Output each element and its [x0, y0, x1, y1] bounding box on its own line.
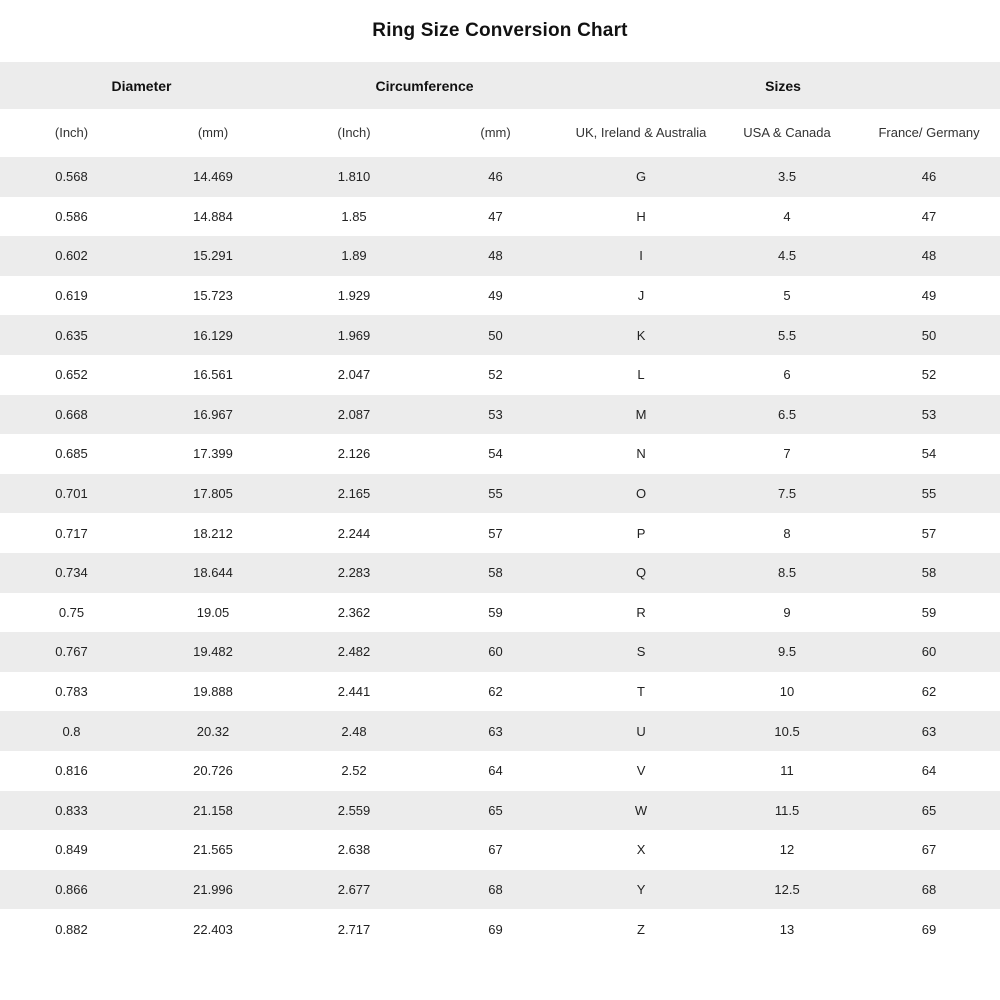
table-cell: 62	[425, 672, 566, 712]
table-cell: 0.568	[0, 157, 143, 197]
table-cell: 0.734	[0, 553, 143, 593]
table-cell: 69	[425, 909, 566, 949]
table-cell: 10.5	[716, 711, 858, 751]
table-cell: 0.849	[0, 830, 143, 870]
table-cell: 63	[425, 711, 566, 751]
table-row	[0, 395, 1000, 435]
table-cell: 59	[425, 593, 566, 633]
table-cell: 15.291	[143, 236, 283, 276]
table-cell: 67	[858, 830, 1000, 870]
table-cell: L	[566, 355, 716, 395]
sub-header-circumference-inch: (Inch)	[283, 109, 425, 157]
table-cell: 0.866	[0, 870, 143, 910]
table-cell: 60	[425, 632, 566, 672]
table-cell: 0.816	[0, 751, 143, 791]
table-cell: M	[566, 395, 716, 435]
sub-header-uk-ireland-australia: UK, Ireland & Australia	[566, 109, 716, 157]
table-cell: Z	[566, 909, 716, 949]
table-cell: Q	[566, 553, 716, 593]
table-cell: K	[566, 315, 716, 355]
table-cell: 2.48	[283, 711, 425, 751]
table-cell: 9	[716, 593, 858, 633]
table-cell: 53	[425, 395, 566, 435]
table-row	[0, 157, 1000, 197]
table-cell: 50	[858, 315, 1000, 355]
table-row	[0, 236, 1000, 276]
table-cell: 19.482	[143, 632, 283, 672]
table-cell: 14.884	[143, 197, 283, 237]
table-cell: 65	[425, 791, 566, 831]
table-cell: V	[566, 751, 716, 791]
table-cell: 18.644	[143, 553, 283, 593]
table-cell: S	[566, 632, 716, 672]
table-row	[0, 909, 1000, 949]
table-cell: T	[566, 672, 716, 712]
table-cell: W	[566, 791, 716, 831]
table-row	[0, 593, 1000, 633]
table-cell: 49	[425, 276, 566, 316]
table-cell: 19.05	[143, 593, 283, 633]
table-row	[0, 513, 1000, 553]
table-cell: 2.638	[283, 830, 425, 870]
table-cell: 68	[858, 870, 1000, 910]
table-cell: 62	[858, 672, 1000, 712]
table-cell: 16.561	[143, 355, 283, 395]
sub-header-circumference-mm: (mm)	[425, 109, 566, 157]
table-cell: 54	[858, 434, 1000, 474]
table-cell: 2.047	[283, 355, 425, 395]
table-cell: 8	[716, 513, 858, 553]
table-cell: 21.158	[143, 791, 283, 831]
table-cell: 4.5	[716, 236, 858, 276]
table-row	[0, 553, 1000, 593]
table-cell: 5.5	[716, 315, 858, 355]
table-cell: 0.586	[0, 197, 143, 237]
table-cell: 60	[858, 632, 1000, 672]
table-cell: 47	[858, 197, 1000, 237]
table-cell: 57	[425, 513, 566, 553]
table-cell: 69	[858, 909, 1000, 949]
sub-header-diameter-mm: (mm)	[143, 109, 283, 157]
table-cell: 5	[716, 276, 858, 316]
table-cell: 67	[425, 830, 566, 870]
table-cell: 46	[425, 157, 566, 197]
ring-size-conversion-table	[0, 62, 1000, 949]
table-cell: 2.677	[283, 870, 425, 910]
table-row	[0, 355, 1000, 395]
table-row	[0, 434, 1000, 474]
table-sub-header-row	[0, 109, 1000, 157]
table-row	[0, 830, 1000, 870]
table-cell: 4	[716, 197, 858, 237]
table-cell: 49	[858, 276, 1000, 316]
table-cell: 22.403	[143, 909, 283, 949]
table-cell: 0.882	[0, 909, 143, 949]
table-cell: 1.929	[283, 276, 425, 316]
table-cell: 20.726	[143, 751, 283, 791]
table-cell: 8.5	[716, 553, 858, 593]
table-cell: 2.482	[283, 632, 425, 672]
table-cell: 7	[716, 434, 858, 474]
table-cell: 0.75	[0, 593, 143, 633]
table-cell: 2.126	[283, 434, 425, 474]
table-cell: 2.441	[283, 672, 425, 712]
table-cell: O	[566, 474, 716, 514]
table-cell: 55	[858, 474, 1000, 514]
table-cell: 47	[425, 197, 566, 237]
table-cell: 17.399	[143, 434, 283, 474]
table-cell: 1.89	[283, 236, 425, 276]
table-body	[0, 157, 1000, 949]
table-row	[0, 197, 1000, 237]
group-header-diameter: Diameter	[111, 77, 172, 94]
table-cell: 58	[858, 553, 1000, 593]
table-cell: 1.85	[283, 197, 425, 237]
table-row	[0, 632, 1000, 672]
sub-header-france-germany: France/ Germany	[858, 109, 1000, 157]
table-cell: U	[566, 711, 716, 751]
table-cell: 18.212	[143, 513, 283, 553]
table-cell: 12	[716, 830, 858, 870]
table-cell: 65	[858, 791, 1000, 831]
table-cell: 64	[858, 751, 1000, 791]
group-header-circumference: Circumference	[375, 77, 474, 94]
table-cell: 20.32	[143, 711, 283, 751]
table-row	[0, 672, 1000, 712]
table-cell: 50	[425, 315, 566, 355]
table-cell: 17.805	[143, 474, 283, 514]
group-header-sizes: Sizes	[765, 77, 801, 94]
table-cell: 9.5	[716, 632, 858, 672]
table-cell: 15.723	[143, 276, 283, 316]
table-cell: Y	[566, 870, 716, 910]
table-cell: 0.701	[0, 474, 143, 514]
table-cell: 10	[716, 672, 858, 712]
table-cell: 54	[425, 434, 566, 474]
table-cell: 0.619	[0, 276, 143, 316]
table-cell: 14.469	[143, 157, 283, 197]
table-cell: 21.996	[143, 870, 283, 910]
table-cell: 2.165	[283, 474, 425, 514]
table-cell: 1.969	[283, 315, 425, 355]
table-cell: 68	[425, 870, 566, 910]
table-cell: 1.810	[283, 157, 425, 197]
table-cell: 0.833	[0, 791, 143, 831]
table-header	[0, 62, 1000, 157]
table-cell: 57	[858, 513, 1000, 553]
table-cell: 21.565	[143, 830, 283, 870]
table-cell: 0.668	[0, 395, 143, 435]
table-cell: 6.5	[716, 395, 858, 435]
table-cell: 16.967	[143, 395, 283, 435]
table-cell: 11.5	[716, 791, 858, 831]
table-cell: 16.129	[143, 315, 283, 355]
sub-header-usa-canada: USA & Canada	[716, 109, 858, 157]
table-cell: 6	[716, 355, 858, 395]
table-cell: 2.717	[283, 909, 425, 949]
table-cell: 2.283	[283, 553, 425, 593]
table-cell: 11	[716, 751, 858, 791]
table-cell: 0.635	[0, 315, 143, 355]
table-cell: 0.717	[0, 513, 143, 553]
table-cell: J	[566, 276, 716, 316]
table-cell: 55	[425, 474, 566, 514]
table-row	[0, 315, 1000, 355]
page-title: Ring Size Conversion Chart	[372, 20, 628, 41]
table-cell: 48	[858, 236, 1000, 276]
table-cell: 12.5	[716, 870, 858, 910]
table-cell: 58	[425, 553, 566, 593]
table-row	[0, 711, 1000, 751]
table-group-header-row	[0, 62, 1000, 109]
table-row	[0, 870, 1000, 910]
sub-header-diameter-inch: (Inch)	[0, 109, 143, 157]
table-cell: 64	[425, 751, 566, 791]
table-cell: 52	[425, 355, 566, 395]
table-cell: 48	[425, 236, 566, 276]
table-cell: 0.602	[0, 236, 143, 276]
table-row	[0, 276, 1000, 316]
table-cell: 53	[858, 395, 1000, 435]
table-cell: G	[566, 157, 716, 197]
table-cell: 52	[858, 355, 1000, 395]
table-cell: 7.5	[716, 474, 858, 514]
table-row	[0, 751, 1000, 791]
table-cell: H	[566, 197, 716, 237]
table-cell: 13	[716, 909, 858, 949]
table-cell: I	[566, 236, 716, 276]
table-cell: X	[566, 830, 716, 870]
table-cell: 59	[858, 593, 1000, 633]
table-cell: 19.888	[143, 672, 283, 712]
table-cell: 0.783	[0, 672, 143, 712]
table-cell: 3.5	[716, 157, 858, 197]
table-cell: 2.559	[283, 791, 425, 831]
table-cell: 0.8	[0, 711, 143, 751]
table-cell: 2.087	[283, 395, 425, 435]
table-cell: 2.244	[283, 513, 425, 553]
table-row	[0, 474, 1000, 514]
table-cell: 0.652	[0, 355, 143, 395]
table-cell: 63	[858, 711, 1000, 751]
table-cell: 2.362	[283, 593, 425, 633]
table-cell: R	[566, 593, 716, 633]
table-cell: P	[566, 513, 716, 553]
table-cell: N	[566, 434, 716, 474]
table-cell: 46	[858, 157, 1000, 197]
table-cell: 0.685	[0, 434, 143, 474]
table-cell: 2.52	[283, 751, 425, 791]
table-row	[0, 791, 1000, 831]
table-cell: 0.767	[0, 632, 143, 672]
